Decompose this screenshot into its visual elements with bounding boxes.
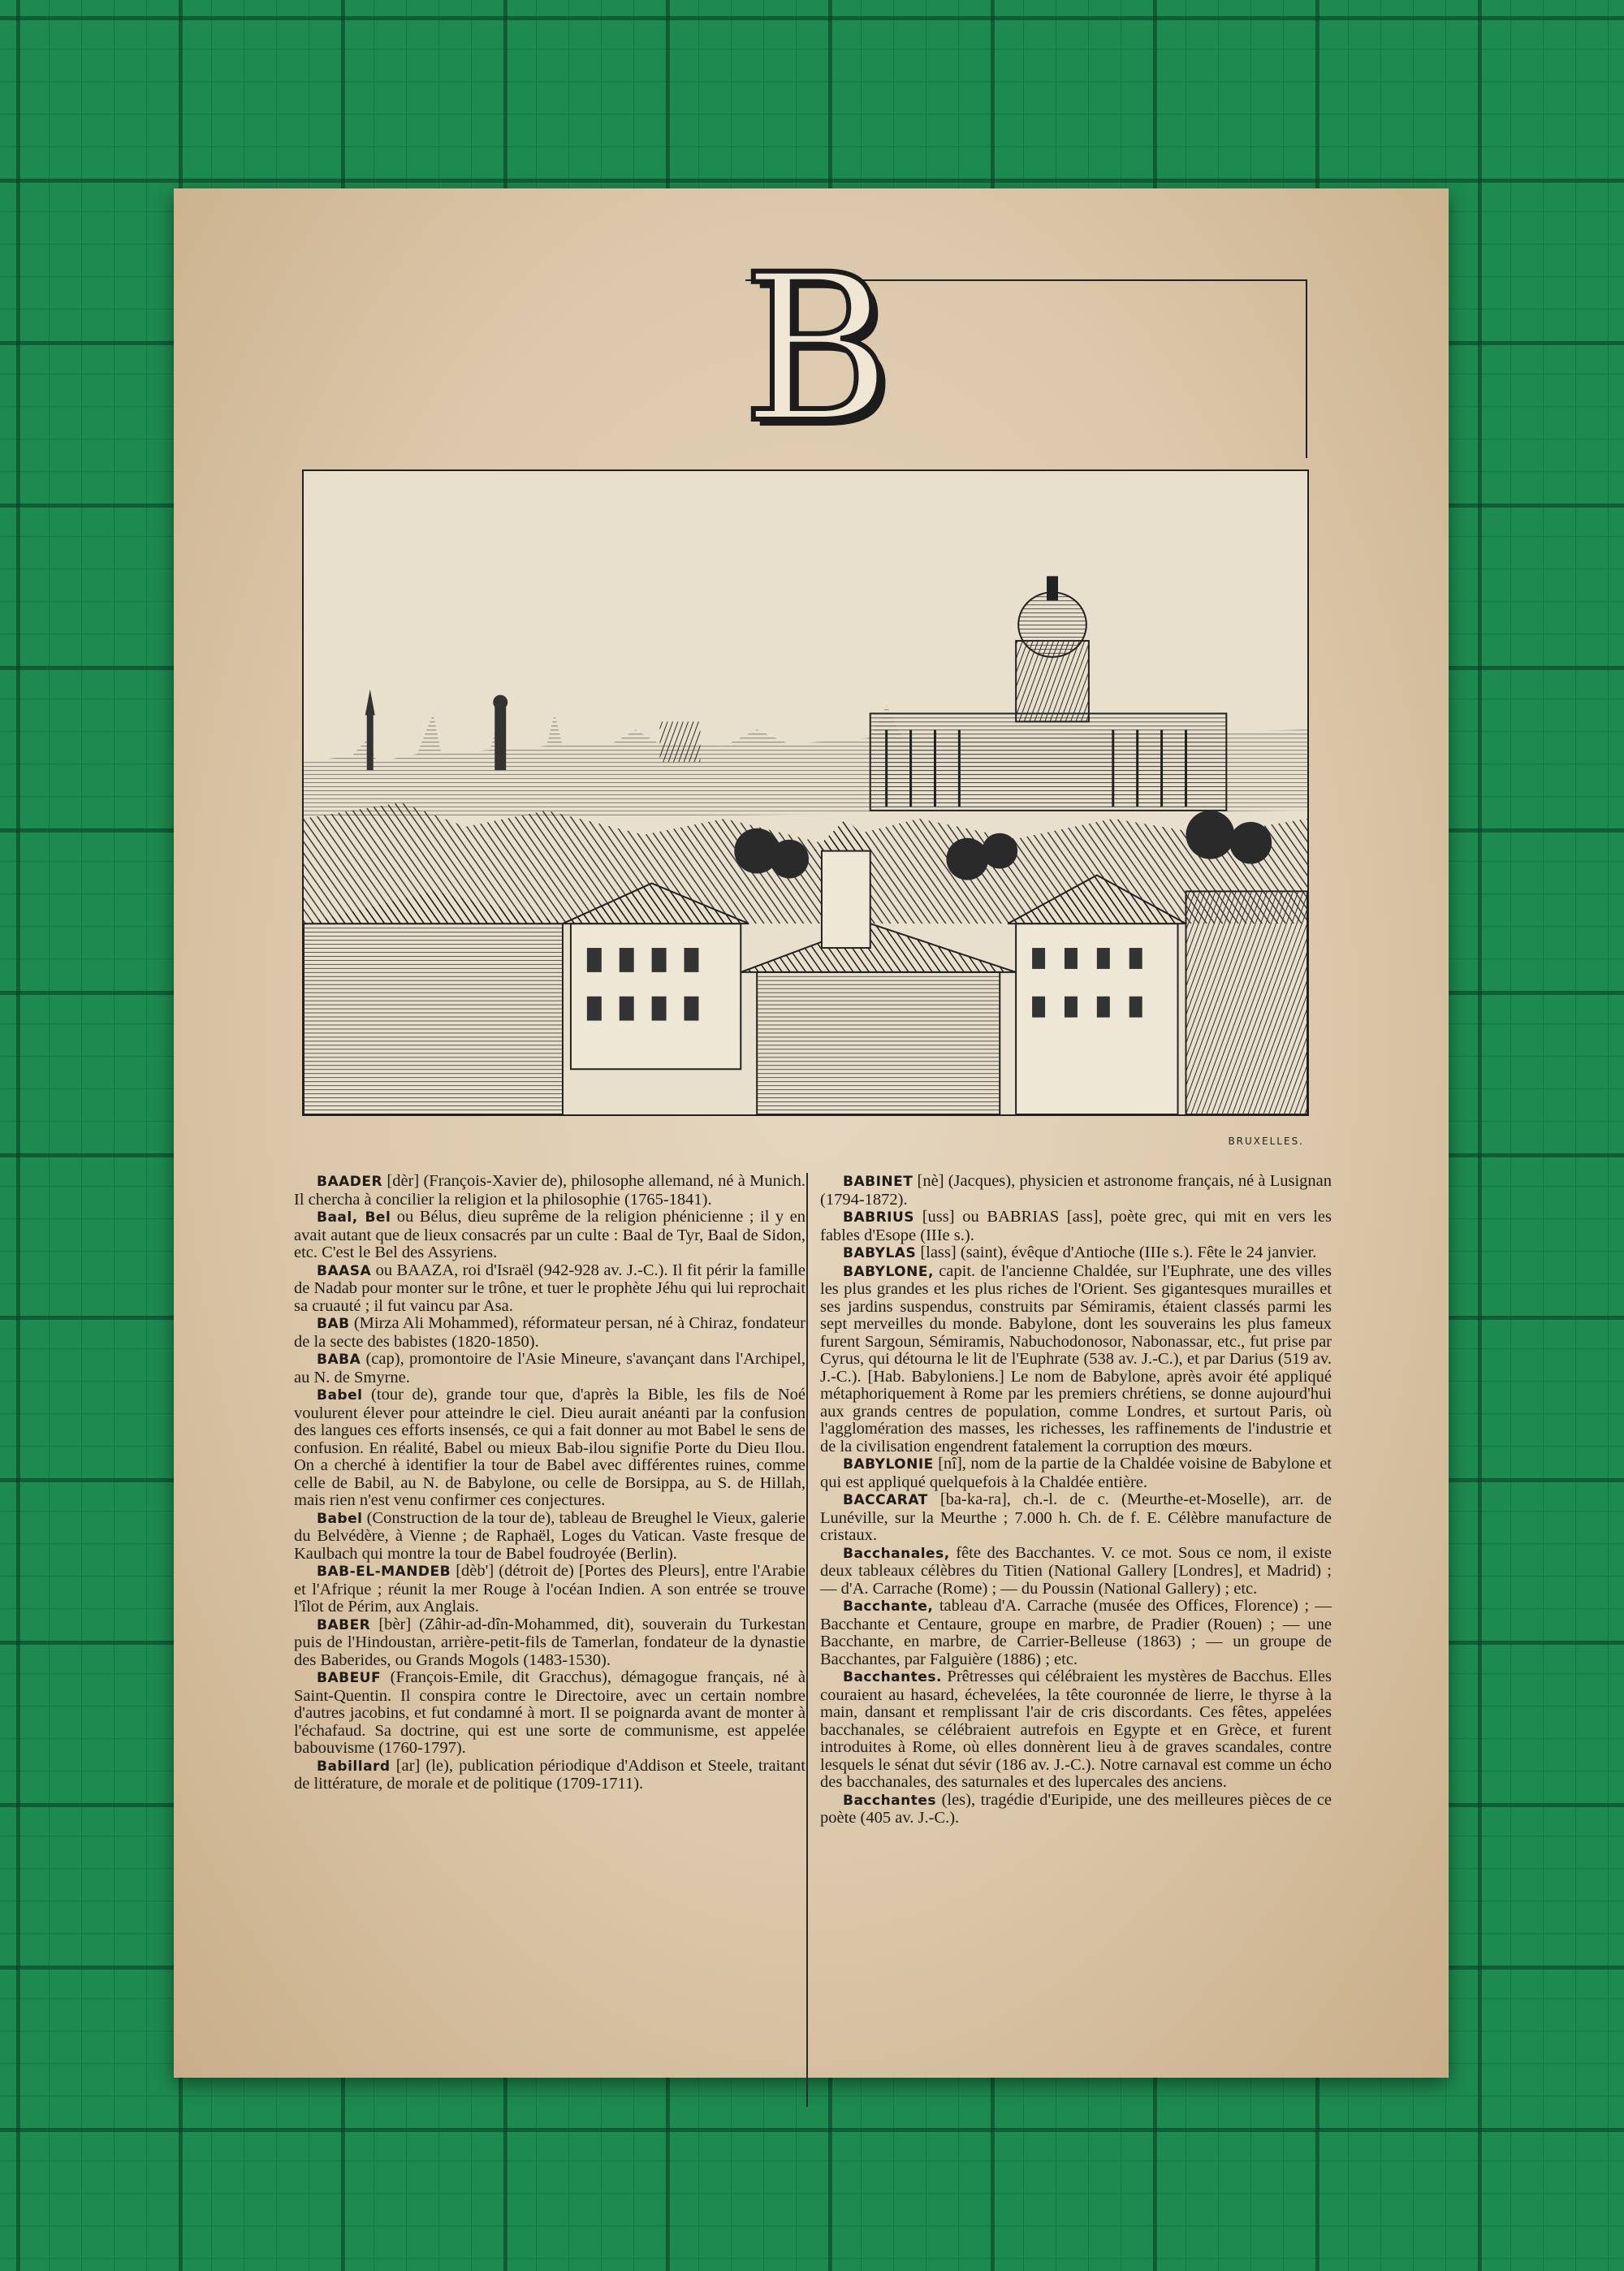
- dictionary-entry: [294, 1669, 806, 1758]
- dictionary-entry: [820, 1209, 1332, 1244]
- dictionary-entry: [820, 1456, 1332, 1491]
- dictionary-entry: [294, 1351, 806, 1386]
- entry-headword: BABA: [317, 1352, 361, 1368]
- entry-text: (tour de), grande tour que, d'après la Bible, les fils de Noé voulurent élever pour atteindre le ciel. Dieu aurait anéanti par la confusion des langues ces efforts insensés, ce qui a fait donner au mot Babel le sens de confusion. En réalité, Babel ou mieux Bab-ilou signifie Porte du Dieu Ilou. On a cherché à identifier la tour de Babel avec différentes ruines, comme celle de Babil, au N. de Babylone, ou celle de Borsippa, au S. de Hillah, mais rien n'est venu confirmer ces conjectures.: [294, 1386, 806, 1509]
- city-engraving-illustration: [302, 469, 1309, 1116]
- entry-text: (François-Emile, dit Gracchus), démagogue français, né à Saint-Quentin. Il conspira contre le Directoire, avec un certain nombre d'autres jacobins, et fut condamné à mort. Il se poignarda avant de monter à l'échafaud. Sa doctrine, qui est une sorte de communisme, est appelée babouvisme (1760-1797).: [294, 1668, 806, 1757]
- entry-headword: Bacchantes: [843, 1792, 937, 1809]
- entry-text: [bèr] (Zâhir-ad-dîn-Mohammed, dit), souverain du Turkestan puis de l'Hindoustan, arrière-petit-fils de Tamerlan, fondateur de la dynastie des Baberides, ou Grands Mogols (1483-1530).: [294, 1615, 806, 1669]
- entry-headword: BABYLONE,: [843, 1263, 934, 1280]
- entry-text: [uss] ou BABRIAS [ass], poète grec, qui mit en vers les fables d'Esope (IIIe s.).: [820, 1208, 1332, 1244]
- dictionary-entry: [294, 1209, 806, 1262]
- entry-text: (les), tragédie d'Euripide, une des meilleures pièces de ce poète (405 av. J.-C.).: [820, 1790, 1332, 1827]
- entry-headword: Bacchante,: [843, 1598, 934, 1615]
- entry-headword: BABYLAS: [843, 1245, 917, 1261]
- entry-text: capit. de l'ancienne Chaldée, sur l'Euphrate, une des villes les plus grandes et les plus riches de l'Orient. Ses gigantesques murailles et ses jardins suspendus, construits par Sémiramis, étaient classés parmi les sept merveilles du monde. Babylone, dont les souverains les plus fameux furent Sargoun, Sémiramis, Nabuchodonosor, Nabonassar, etc., fut prise par Cyrus, qui détourna le lit de l'Euphrate (538 av. J.-C.), et par Darius (519 av. J.-C.). [Hab. Babyloniens.] Le nom de Babylone, après avoir été appliqué métaphoriquement à Rome par les premiers chrétiens, se donne aujourd'hui aux grands centres de population, comme Londres, et surtout Paris, où l'agglomération des masses, les richesses, les raffinements de l'industrie et de la civilisation engendrent fatalement la corruption des mœurs.: [820, 1261, 1332, 1456]
- dictionary-entry: [820, 1263, 1332, 1456]
- entry-headword: Bacchantes.: [843, 1669, 942, 1685]
- entry-headword: Baal, Bel: [317, 1209, 391, 1226]
- left-column: [294, 1173, 806, 1793]
- entry-headword: Babel: [317, 1510, 363, 1527]
- entry-headword: BABYLONIE: [843, 1456, 934, 1473]
- dictionary-entry: [294, 1262, 806, 1316]
- dictionary-entry: [820, 1792, 1332, 1828]
- dictionary-entry: [294, 1563, 806, 1616]
- dictionary-entry: [820, 1491, 1332, 1545]
- entry-text: Prêtresses qui célébraient les mystères de Bacchus. Elles couraient au hasard, échevelées, la tête couronnée de lierre, le thyrse à la main, dansant et remplissant l'air de cris discordants. Ces fêtes, appelées bacchanales, se célébraient autrefois en Egypte et en Grèce, et furent introduites à Rome, où elles donnèrent lieu à de graves scandales, contre lesquels le sénat dut sévir (186 av. J.-C.). Notre carnaval est comme un écho des bacchanales, des saturnales et des lupercales des anciens.: [820, 1668, 1332, 1791]
- dictionary-entry: [820, 1173, 1332, 1209]
- entry-headword: BABER: [317, 1616, 371, 1633]
- entry-text: fête des Bacchantes. V. ce mot. Sous ce nom, il existe deux tableaux célèbres du Titien (National Gallery [Londres], et Madrid) ; — d'A. Carrache (Rome) ; — du Poussin (National Gallery) ; etc.: [820, 1543, 1332, 1598]
- illustration-caption: BRUXELLES.: [1228, 1136, 1304, 1147]
- dictionary-entry: [820, 1244, 1332, 1263]
- entry-headword: BABRIUS: [843, 1209, 915, 1226]
- brussels-cityscape-drawing: [304, 471, 1307, 1114]
- section-letter: B: [742, 231, 892, 467]
- dictionary-entry: [294, 1510, 806, 1564]
- entry-text: tableau d'A. Carrache (musée des Offices, Florence) ; — Bacchante et Centaure, groupe en marbre, de Pradier (Rouen) ; — une Bacchante, en marbre, de Carrier-Belleuse (1863) ; — un groupe de Bacchantes, par Falguière (1886) ; etc.: [820, 1597, 1332, 1668]
- entry-headword: BAADER: [317, 1174, 383, 1190]
- dictionary-entry: [294, 1386, 806, 1510]
- entry-headword: Babillard: [317, 1758, 391, 1775]
- dictionary-entry: [820, 1545, 1332, 1598]
- entry-text: [nî], nom de la partie de la Chaldée voisine de Babylone et qui est appliqué quelquefois à la Chaldée entière.: [820, 1455, 1332, 1491]
- entry-text: ou Bélus, dieu suprême de la religion phénicienne ; il y en avait autant que de lieux consacrés par un culte : Baal de Tyr, Baal de Sidon, etc. C'est le Bel des Assyriens.: [294, 1208, 806, 1261]
- entry-text: [ba-ka-ra], ch.-l. de c. (Meurthe-et-Moselle), arr. de Lunéville, sur la Meurthe ; 7.000 h. Ch. de f. E. Célèbre manufacture de cristaux.: [820, 1490, 1332, 1544]
- dictionary-entry: [294, 1173, 806, 1209]
- letter-frame-side-rule: [1306, 279, 1307, 458]
- dictionary-entry: [294, 1616, 806, 1670]
- entry-text: [ar] (le), publication périodique d'Addison et Steele, traitant de littérature, de morale et de politique (1709-1711).: [294, 1756, 806, 1793]
- dictionary-entry: [294, 1758, 806, 1793]
- entry-headword: BAB: [317, 1316, 350, 1332]
- entry-headword: Babel: [317, 1387, 363, 1404]
- entry-headword: BABINET: [843, 1174, 914, 1190]
- entry-text: [dèr] (François-Xavier de), philosophe allemand, né à Munich. Il chercha à concilier la religion et la philosophie (1765-1841).: [294, 1172, 806, 1209]
- entry-text: [nè] (Jacques), physicien et astronome français, né à Lusignan (1794-1872).: [820, 1172, 1332, 1209]
- entry-text: [lass] (saint), évêque d'Antioche (IIIe s.). Fête le 24 janvier.: [916, 1244, 1317, 1261]
- dictionary-entry: [820, 1598, 1332, 1668]
- entry-text: [dèb'] (détroit de) [Portes des Pleurs], entre l'Arabie et l'Afrique ; réunit la mer Rouge à l'océan Indien. A son entrée se trouve l'îlot de Périm, aux Anglais.: [294, 1562, 806, 1616]
- entry-text: (Mirza Ali Mohammed), réformateur persan, né à Chiraz, fondateur de la secte des babistes (1820-1850).: [294, 1314, 806, 1351]
- entry-text: ou BAAZA, roi d'Israël (942-928 av. J.-C.). Il fit périr la famille de Nadab pour monter sur le trône, et tuer le prophète Jéhu qui lui reprochait sa cruauté ; il fut vaincu par Asa.: [294, 1261, 806, 1315]
- dictionary-entry: [820, 1668, 1332, 1792]
- entry-text: (cap), promontoire de l'Asie Mineure, s'avançant dans l'Archipel, au N. de Smyrne.: [294, 1350, 806, 1386]
- entry-headword: BABEUF: [317, 1670, 382, 1686]
- entry-headword: BAASA: [317, 1262, 372, 1279]
- entry-headword: BACCARAT: [843, 1492, 928, 1508]
- right-column: [820, 1173, 1332, 1828]
- entry-headword: Bacchanales,: [843, 1545, 950, 1562]
- entry-text: (Construction de la tour de), tableau de Breughel le Vieux, galerie du Belvédère, à Vienne ; de Raphaël, Loges du Vatican. Vaste fresque de Kaulbach qui montre la tour de Babel foudroyée (Berlin).: [294, 1508, 806, 1563]
- dictionary-page: [174, 188, 1449, 2078]
- dictionary-entry: [294, 1315, 806, 1351]
- column-divider: [806, 1173, 808, 2107]
- entry-headword: BAB-EL-MANDEB: [317, 1564, 451, 1580]
